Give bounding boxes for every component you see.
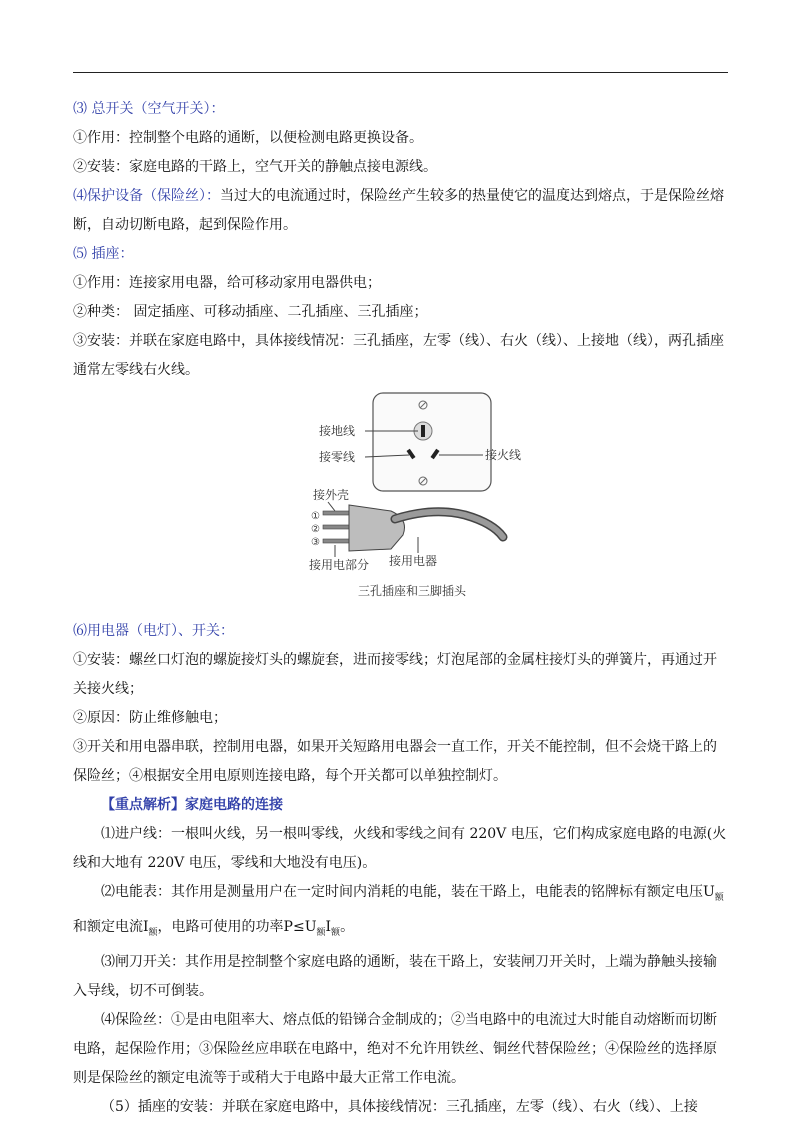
analysis-p4: ⑷保险丝：①是由电阻率大、熔点低的铅锑合金制成的；②当电路中的电流过大时能自动熔断而切断电路，起保险作用；③保险丝应串联在电路中，绝对不允许用铁丝、铜丝代替保险丝；④保险丝的选择原则是保险丝的额定电流等于或稍大于电路中最大正常工作电流。 bbox=[73, 1011, 717, 1086]
analysis-p2-e: 。 bbox=[340, 918, 355, 935]
analysis-p2-sub3: 额 bbox=[316, 927, 326, 938]
section-5-item-3: ③安装：并联在家庭电路中，具体接线情况：三孔插座，左零（线）、右火（线）、上接地（线），两孔插座通常左零线右火线。 bbox=[73, 333, 724, 378]
section-6-item-3: ③开关和用电器串联，控制用电器，如果开关短路用电器会一直工作，开关不能控制，但不会烧干路上的保险丝；④根据安全用电原则连接电路，每个开关都可以单独控制灯。 bbox=[73, 739, 717, 784]
label-pin-1: ① bbox=[311, 511, 320, 522]
section-5-title: ⑸ 插座： bbox=[73, 246, 134, 262]
analysis-p2-d: Ⅰ bbox=[325, 918, 332, 935]
section-3-title: ⑶ 总开关（空气开关）： bbox=[73, 101, 225, 117]
socket-plug-diagram bbox=[73, 387, 728, 617]
label-appliance: 接用电器 bbox=[389, 554, 438, 568]
section-6-title: ⑹用电器（电灯）、开关： bbox=[73, 623, 234, 639]
label-shell: 接外壳 bbox=[313, 488, 350, 502]
label-neutral: 接零线 bbox=[319, 450, 356, 464]
section-3-item-1: ①作用：控制整个电路的通断，以便检测电路更换设备。 bbox=[73, 130, 423, 146]
analysis-p2-sub4: 额 bbox=[331, 927, 341, 938]
analysis-p2-a: ⑵电能表：其作用是测量用户在一定时间内消耗的电能，装在干路上，电能表的铭牌标有额定电压U bbox=[101, 884, 715, 900]
label-appliance-part: 接用电部分 bbox=[309, 558, 370, 572]
socket-plate bbox=[373, 393, 491, 491]
shell-leader bbox=[328, 502, 335, 511]
plug-pin-1 bbox=[323, 511, 351, 515]
figure-caption: 三孔插座和三脚插头 bbox=[358, 584, 467, 598]
analysis-p2 bbox=[73, 878, 728, 948]
section-3-item-2: ②安装：家庭电路的干路上，空气开关的静触点接电源线。 bbox=[73, 159, 437, 175]
plug-pin-2 bbox=[323, 525, 351, 529]
section-6-item-2: ②原因：防止维修触电； bbox=[73, 710, 227, 726]
section-5-item-2: ②种类： 固定插座、可移动插座、二孔插座、三孔插座； bbox=[73, 304, 428, 320]
analysis-p1: ⑴进户线：一根叫火线，另一根叫零线，火线和零线之间有 220V 电压，它们构成家庭电路的电源(火线和大地有 220V 电压，零线和大地没有电压)。 bbox=[73, 826, 727, 871]
ground-hole bbox=[421, 425, 425, 437]
analysis-p5: （5）插座的安装：并联在家庭电路中，具体接线情况：三孔插座，左零（线）、右火（线）、上接 bbox=[101, 1098, 698, 1115]
analysis-p2-sub2: 额 bbox=[148, 927, 158, 938]
analysis-p2-c: ，电路可使用的功率P≤U bbox=[157, 918, 317, 935]
label-pin-2: ② bbox=[311, 524, 320, 535]
section-5-item-1: ①作用：连接家用电器，给可移动家用电器供电； bbox=[73, 275, 381, 291]
section-4-text: 当过大的电流通过时，保险丝产生较多的热量使它的温度达到熔点，于是保险丝熔断，自动切断电路，起到保险作用。 bbox=[73, 188, 724, 233]
header-rule bbox=[73, 72, 728, 73]
label-ground: 接地线 bbox=[319, 424, 356, 438]
section-4-paragraph bbox=[73, 182, 728, 240]
socket-plug-figure bbox=[73, 387, 728, 617]
plug-body bbox=[349, 505, 405, 551]
section-4-title: ⑷保护设备（保险丝）： bbox=[73, 188, 220, 204]
analysis-p2-sub1: 额 bbox=[714, 892, 724, 903]
document-body bbox=[73, 95, 728, 1122]
section-6-item-1: ①安装：螺丝口灯泡的螺旋接灯头的螺旋套，进而接零线；灯泡尾部的金属柱接灯头的弹簧片，再通过开关接火线； bbox=[73, 652, 717, 697]
analysis-heading-text: 家庭电路的连接 bbox=[185, 797, 283, 813]
analysis-heading bbox=[73, 791, 728, 820]
analysis-p2-b: 和额定电流Ⅰ bbox=[73, 918, 149, 935]
label-live: 接火线 bbox=[485, 448, 522, 462]
analysis-heading-bracket: 【重点解析】 bbox=[101, 797, 185, 813]
plug-pin-3 bbox=[323, 539, 351, 543]
analysis-p3: ⑶闸刀开关：其作用是控制整个家庭电路的通断，装在干路上，安装闸刀开关时，上端为静触头接输入导线，切不可倒装。 bbox=[73, 953, 717, 999]
label-pin-3: ③ bbox=[311, 537, 320, 548]
